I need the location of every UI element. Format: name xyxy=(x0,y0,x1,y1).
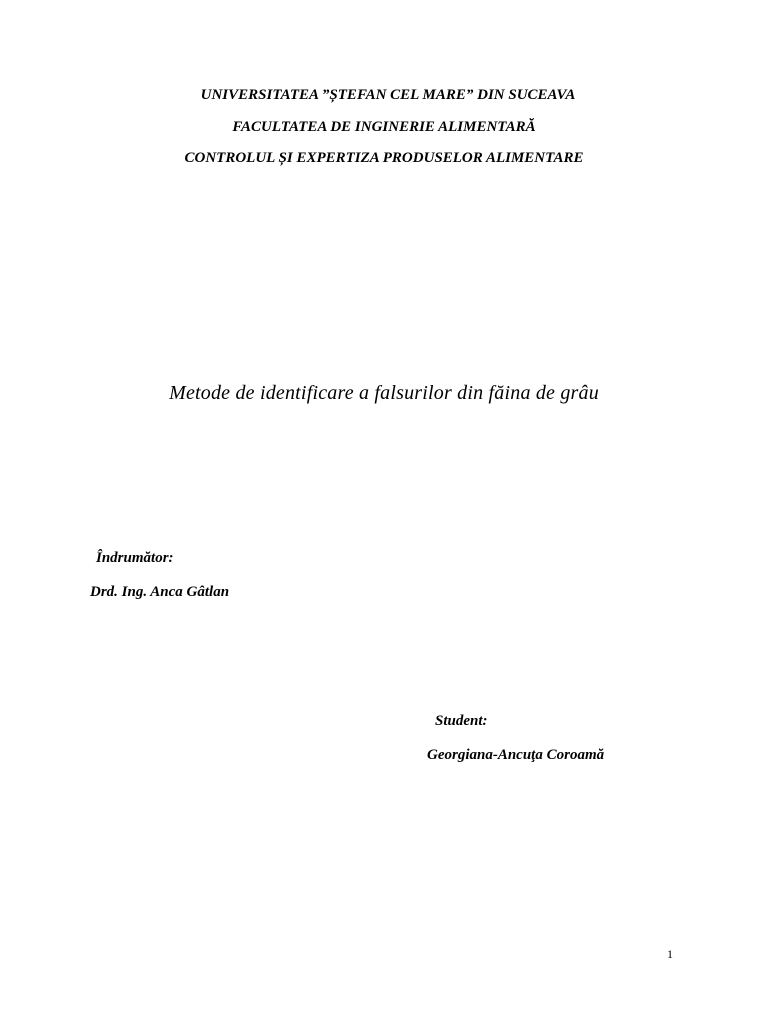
program-name: CONTROLUL ȘI EXPERTIZA PRODUSELOR ALIMENTARE xyxy=(184,150,584,166)
document-title: Metode de identificare a falsurilor din făina de grâu xyxy=(169,382,599,404)
supervisor-name: Drd. Ing. Anca Gâtlan xyxy=(90,584,230,600)
student-name: Georgiana-Ancuţa Coroamă xyxy=(427,747,605,763)
university-name: UNIVERSITATEA ”ȘTEFAN CEL MARE” DIN SUCEAVA xyxy=(200,87,576,103)
supervisor-label: Îndrumător: xyxy=(96,550,174,566)
faculty-name: FACULTATEA DE INGINERIE ALIMENTARĂ xyxy=(232,119,536,135)
student-label: Student: xyxy=(435,713,488,729)
page-number: 1 xyxy=(667,947,673,961)
